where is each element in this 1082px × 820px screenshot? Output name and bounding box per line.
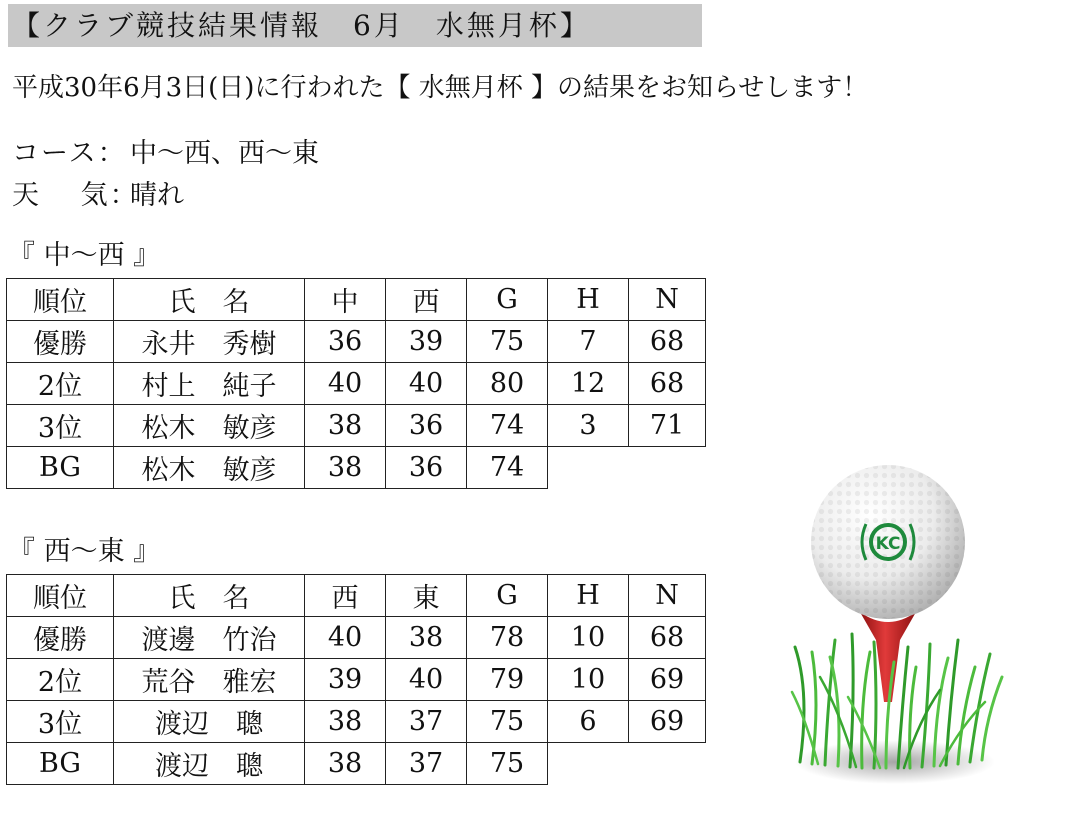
course-line (12, 134, 319, 174)
weather-line (12, 176, 184, 216)
name-cell: 村上 純子 (114, 363, 305, 405)
first-half-cell: 36 (305, 321, 386, 363)
course-value: 中～西、西～東 (130, 138, 319, 169)
name-cell: 松木 敏彦 (114, 405, 305, 447)
header-net: N (629, 279, 706, 321)
results-table-naka-nishi (6, 278, 706, 489)
weather-label: 天 気： (12, 180, 139, 211)
handicap-cell: 3 (548, 405, 629, 447)
gross-cell: 74 (467, 405, 548, 447)
golf-ball-illustration (790, 462, 1010, 792)
net-cell: 68 (629, 617, 706, 659)
first-half-cell: 40 (305, 617, 386, 659)
empty-cell (629, 447, 706, 489)
gross-cell: 80 (467, 363, 548, 405)
section-title-nishi-higashi: 『 西～東 』 (8, 536, 161, 567)
intro-text: 平成30年6月3日(日)に行われた【 水無月杯 】の結果をお知らせします！ (12, 73, 869, 103)
name-cell: 松木 敏彦 (114, 447, 305, 489)
rank-cell: 2位 (7, 659, 114, 701)
rank-cell: BG (7, 447, 114, 489)
rank-cell: 優勝 (7, 321, 114, 363)
name-cell: 荒谷 雅宏 (114, 659, 305, 701)
table-row (7, 659, 706, 701)
net-cell: 68 (629, 363, 706, 405)
header-second-half: 西 (386, 279, 467, 321)
second-half-cell: 39 (386, 321, 467, 363)
table-row (7, 321, 706, 363)
first-half-cell: 38 (305, 447, 386, 489)
first-half-cell: 38 (305, 405, 386, 447)
course-label: コース： (12, 138, 127, 169)
name-cell: 渡邊 竹治 (114, 617, 305, 659)
name-cell: 渡辺 聰 (114, 743, 305, 785)
header-gross: G (467, 279, 548, 321)
first-half-cell: 38 (305, 701, 386, 743)
gross-cell: 74 (467, 447, 548, 489)
empty-cell (629, 743, 706, 785)
header-net: N (629, 575, 706, 617)
table-row (7, 363, 706, 405)
gross-cell: 75 (467, 701, 548, 743)
first-half-cell: 40 (305, 363, 386, 405)
name-cell: 渡辺 聰 (114, 701, 305, 743)
second-half-cell: 36 (386, 447, 467, 489)
handicap-cell: 10 (548, 659, 629, 701)
handicap-cell: 12 (548, 363, 629, 405)
page-title: 【クラブ競技結果情報 6月 水無月杯】 (8, 4, 702, 47)
header-name: 氏 名 (114, 575, 305, 617)
header-first-half: 西 (305, 575, 386, 617)
second-half-cell: 40 (386, 363, 467, 405)
empty-cell (548, 743, 629, 785)
weather-value: 晴れ (130, 180, 184, 211)
rank-cell: BG (7, 743, 114, 785)
table-row (7, 617, 706, 659)
first-half-cell: 39 (305, 659, 386, 701)
table-row (7, 701, 706, 743)
handicap-cell: 7 (548, 321, 629, 363)
handicap-cell: 6 (548, 701, 629, 743)
table-row-best-gross (7, 447, 706, 489)
gross-cell: 75 (467, 321, 548, 363)
name-cell: 永井 秀樹 (114, 321, 305, 363)
header-name: 氏 名 (114, 279, 305, 321)
rank-cell: 3位 (7, 405, 114, 447)
net-cell: 68 (629, 321, 706, 363)
header-first-half: 中 (305, 279, 386, 321)
table-row (7, 405, 706, 447)
second-half-cell: 40 (386, 659, 467, 701)
net-cell: 69 (629, 701, 706, 743)
net-cell: 71 (629, 405, 706, 447)
table-row-best-gross (7, 743, 706, 785)
logo-text: KC (875, 534, 901, 554)
table-header-row (7, 279, 706, 321)
empty-cell (548, 447, 629, 489)
net-cell: 69 (629, 659, 706, 701)
rank-cell: 3位 (7, 701, 114, 743)
second-half-cell: 37 (386, 701, 467, 743)
handicap-cell: 10 (548, 617, 629, 659)
header-handicap: H (548, 279, 629, 321)
header-handicap: H (548, 575, 629, 617)
table-header-row (7, 575, 706, 617)
header-second-half: 東 (386, 575, 467, 617)
gross-cell: 75 (467, 743, 548, 785)
rank-cell: 2位 (7, 363, 114, 405)
rank-cell: 優勝 (7, 617, 114, 659)
section-title-naka-nishi: 『 中～西 』 (8, 240, 161, 271)
gross-cell: 79 (467, 659, 548, 701)
header-rank: 順位 (7, 279, 114, 321)
second-half-cell: 38 (386, 617, 467, 659)
second-half-cell: 37 (386, 743, 467, 785)
results-table-nishi-higashi (6, 574, 706, 785)
gross-cell: 78 (467, 617, 548, 659)
second-half-cell: 36 (386, 405, 467, 447)
first-half-cell: 38 (305, 743, 386, 785)
header-rank: 順位 (7, 575, 114, 617)
header-gross: G (467, 575, 548, 617)
